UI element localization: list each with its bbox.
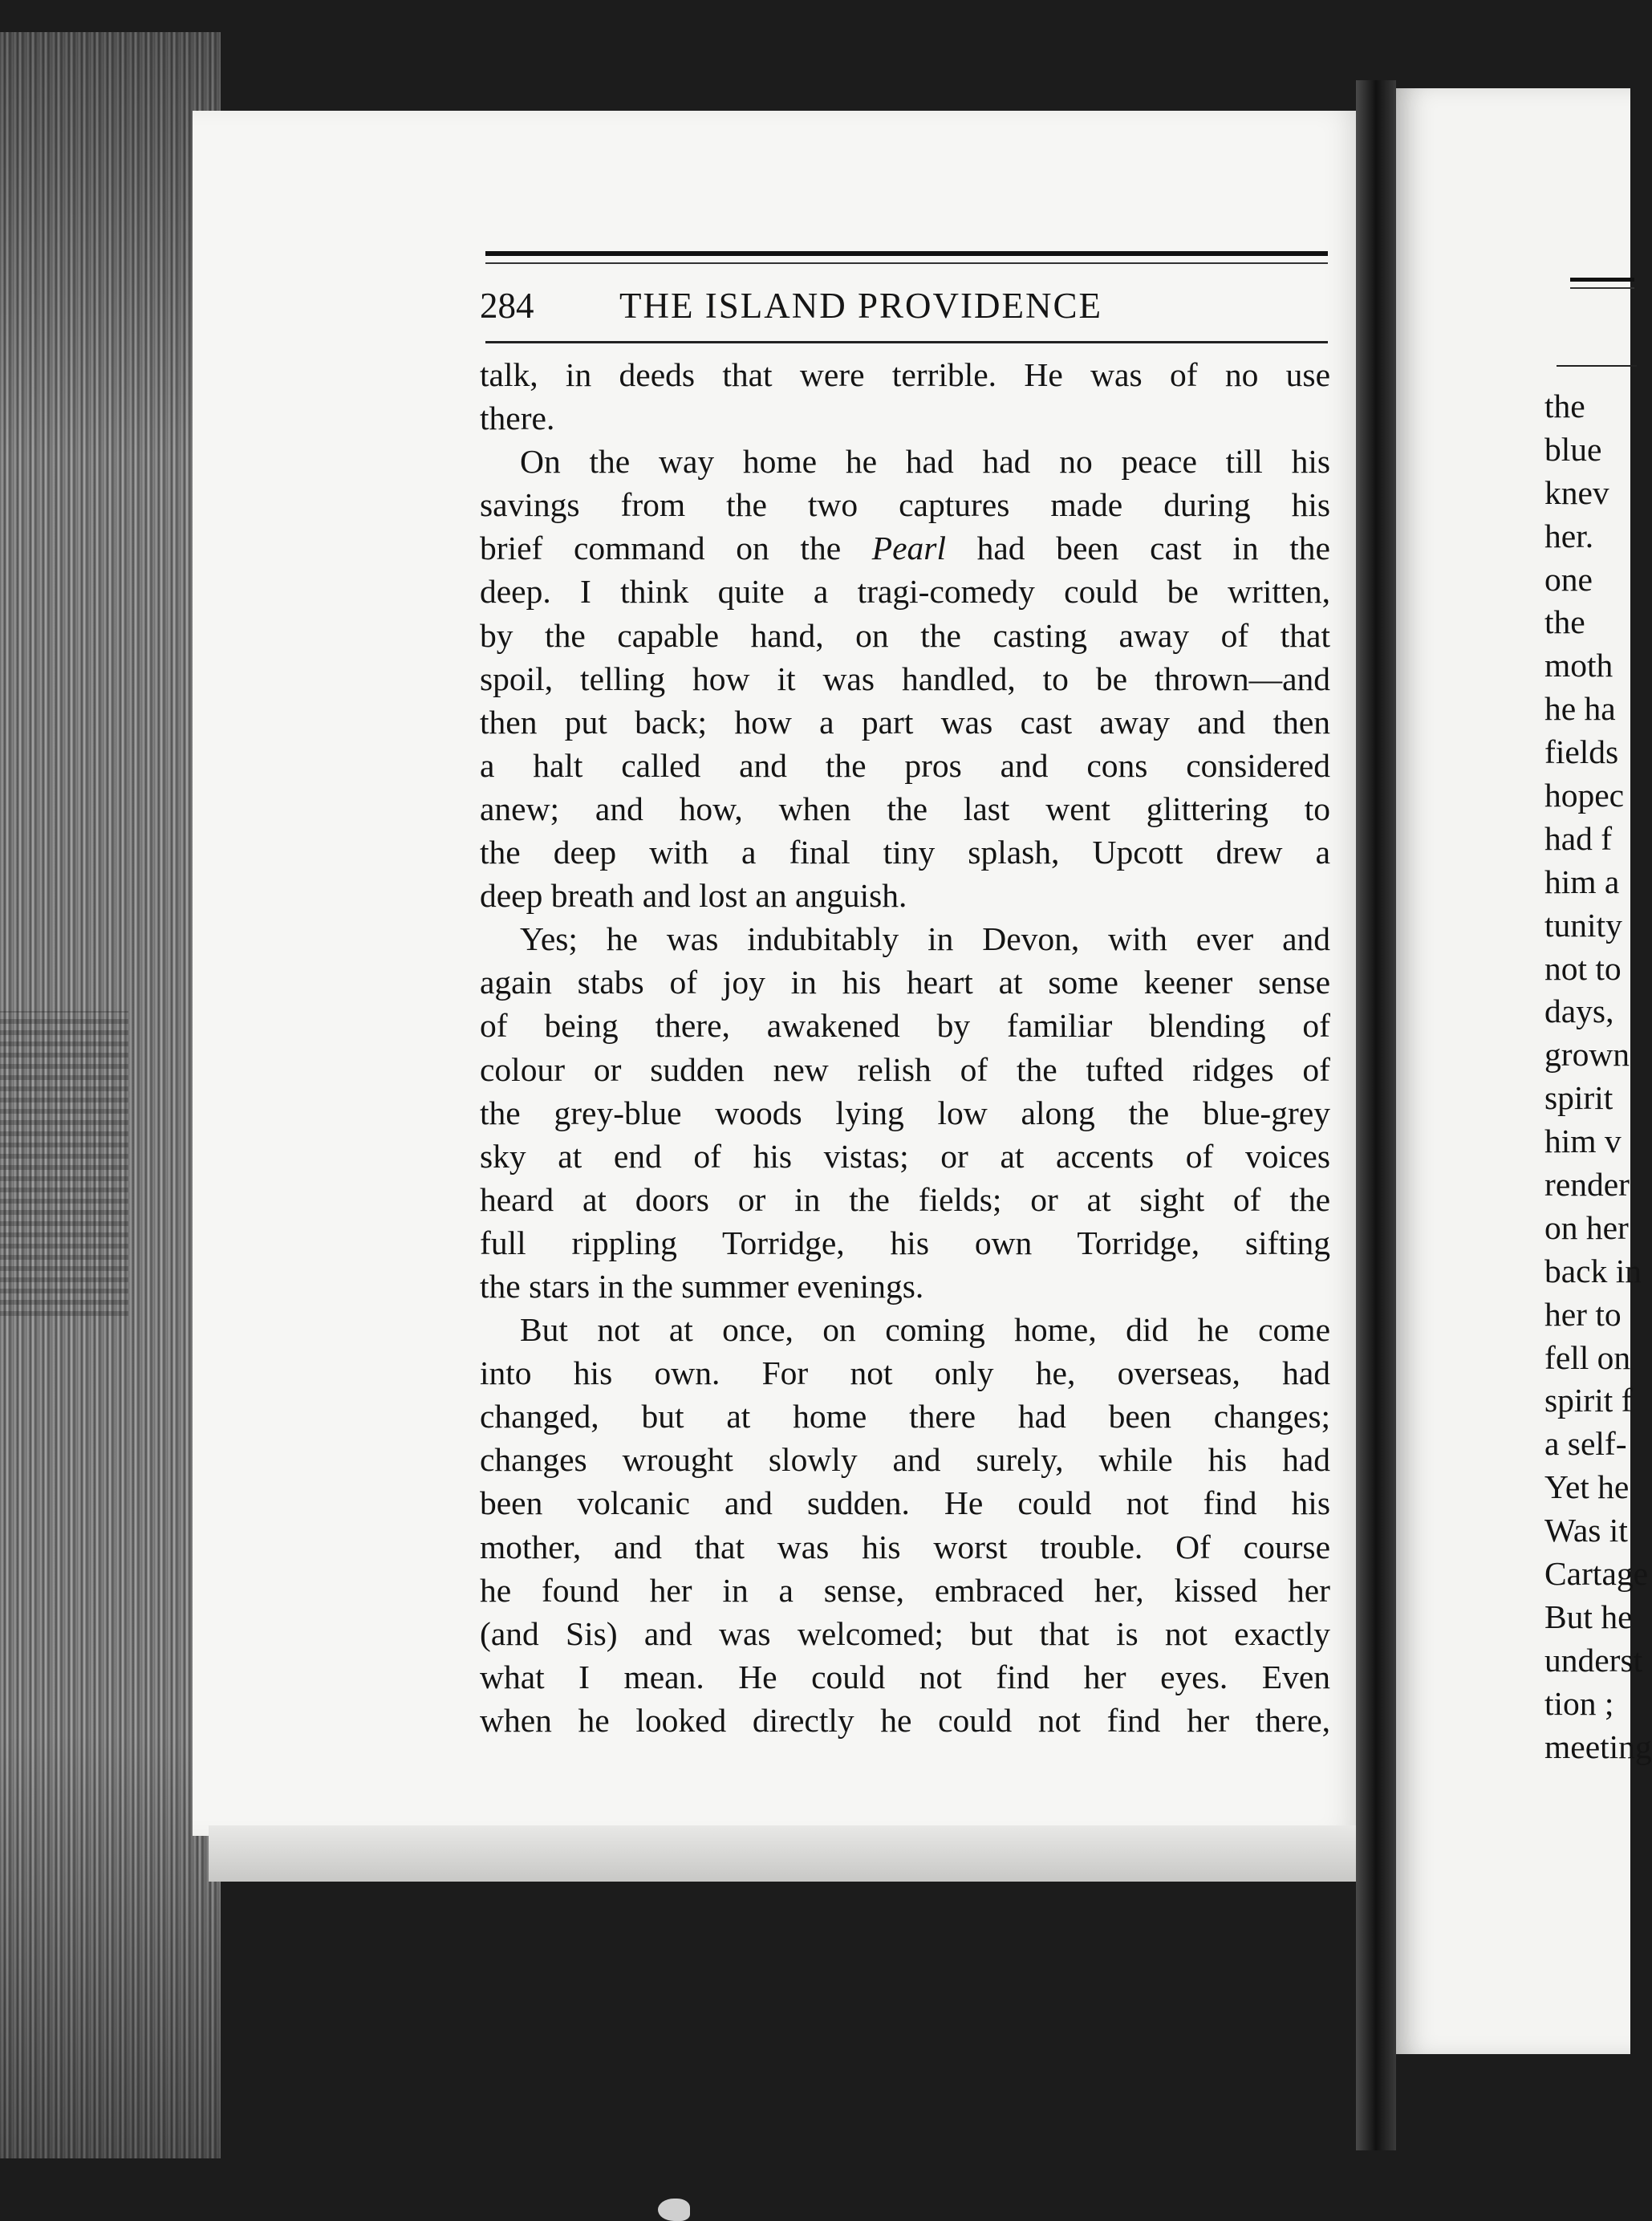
right-page-rule-thin (1570, 287, 1634, 289)
right-fragment: her. (1544, 517, 1594, 554)
right-fragment: the (1544, 603, 1585, 641)
right-fragment: had f (1544, 819, 1613, 857)
right-fragment: days, (1544, 993, 1614, 1030)
book-gutter (1356, 80, 1396, 2150)
right-fragment: underst (1544, 1641, 1643, 1679)
text-segment: had been cast in the (945, 530, 1330, 567)
text-line-with-italic (480, 526, 1330, 570)
right-fragment: fields (1544, 733, 1619, 771)
right-fragment: he ha (1544, 690, 1616, 728)
text-line: talk, in deeds that were terrible. He was of no use (480, 356, 1330, 393)
right-fragment: Cartage (1544, 1555, 1649, 1593)
text-line: by the capable hand, on the casting away of that (480, 616, 1330, 654)
text-segment: brief command on the (480, 530, 872, 567)
text-line: been volcanic and sudden. He could not find his (480, 1484, 1330, 1522)
right-fragment: the (1544, 388, 1585, 424)
text-line: a halt called and the pros and cons considered (480, 746, 1330, 784)
header-rule-thick (485, 251, 1328, 256)
right-fragment: grown (1544, 1036, 1630, 1074)
text-line: full rippling Torridge, his own Torridge, sifting (480, 1224, 1330, 1261)
text-line: heard at doors or in the fields; or at sight of the (480, 1180, 1330, 1218)
text-line: the grey-blue woods lying low along the blue-grey (480, 1094, 1330, 1131)
right-fragment: her to (1544, 1295, 1622, 1333)
text-line: then put back; how a part was cast away and then (480, 703, 1330, 741)
right-fragment: render (1544, 1166, 1630, 1204)
right-fragment: meeting (1544, 1728, 1652, 1765)
right-page-text (1544, 385, 1652, 1769)
text-line: changed, but at home there had been changes; (480, 1398, 1330, 1435)
text-line: he found her in a sense, embraced her, kissed her (480, 1571, 1330, 1609)
left-page-bottom-edge (209, 1825, 1364, 1882)
text-line: deep. I think quite a tragi-comedy could be written, (480, 573, 1330, 611)
text-line: spoil, telling how it was handled, to be thrown—and (480, 660, 1330, 697)
right-fragment: spirit f (1544, 1382, 1633, 1419)
text-line: changes wrought slowly and surely, while his had (480, 1441, 1330, 1479)
text-line: anew; and how, when the last went glittering to (480, 790, 1330, 827)
page-number: 284 (480, 286, 534, 326)
right-fragment: Was it (1544, 1512, 1628, 1549)
text-line: On the way home he had had no peace till his (520, 443, 1330, 481)
right-fragment: one (1544, 560, 1593, 598)
right-fragment: back in (1544, 1252, 1642, 1289)
right-fragment: Yet he (1544, 1468, 1630, 1506)
ink-blot (658, 2199, 690, 2221)
text-line: mother, and that was his worst trouble. Of course (480, 1528, 1330, 1565)
right-fragment: spirit (1544, 1079, 1613, 1117)
text-line: when he looked directly he could not find her there, (480, 1701, 1330, 1739)
right-fragment: tunity (1544, 906, 1622, 944)
right-fragment: knev (1544, 473, 1609, 511)
text-line: (and Sis) and was welcomed; but that is not exactly (480, 1614, 1330, 1652)
right-fragment: not to (1544, 949, 1622, 987)
body-text (480, 353, 1330, 1742)
header-underline-rule (485, 341, 1328, 343)
text-line: Yes; he was indubitably in Devon, with ever and (520, 920, 1330, 958)
library-stamp (0, 1011, 128, 1316)
running-head: THE ISLAND PROVIDENCE (619, 286, 1102, 326)
text-line: savings from the two captures made during his (480, 486, 1330, 524)
right-fragment: fell on (1544, 1338, 1631, 1376)
text-line: what I mean. He could not find her eyes. Even (480, 1658, 1330, 1695)
text-line: there. (480, 400, 555, 437)
header-rule-thin (485, 262, 1328, 264)
right-fragment: him a (1544, 863, 1620, 900)
right-fragment: him v (1544, 1123, 1622, 1160)
right-page-header-rule (1557, 365, 1637, 367)
text-line: the stars in the summer evenings. (480, 1267, 924, 1305)
text-line: into his own. For not only he, overseas, had (480, 1354, 1330, 1392)
right-page-rule-thick (1570, 278, 1634, 282)
text-line: sky at end of his vistas; or at accents of voices (480, 1137, 1330, 1175)
ship-name-italic: Pearl (871, 530, 946, 567)
right-fragment: moth (1544, 647, 1613, 684)
right-fragment: blue (1544, 430, 1602, 468)
text-line: of being there, awakened by familiar blending of (480, 1007, 1330, 1045)
right-fragment: on her (1544, 1208, 1629, 1246)
text-line: colour or sudden new relish of the tufted ridges of (480, 1050, 1330, 1088)
text-line: deep breath and lost an anguish. (480, 877, 907, 915)
text-line: the deep with a final tiny splash, Upcott drew a (480, 834, 1330, 871)
right-fragment: tion ; (1544, 1684, 1614, 1722)
right-fragment: hopec (1544, 777, 1625, 814)
text-line: again stabs of joy in his heart at some keener sense (480, 964, 1330, 1001)
text-line: But not at once, on coming home, did he come (520, 1311, 1330, 1349)
right-fragment: a self- (1544, 1425, 1627, 1463)
right-fragment: But he (1544, 1598, 1633, 1635)
